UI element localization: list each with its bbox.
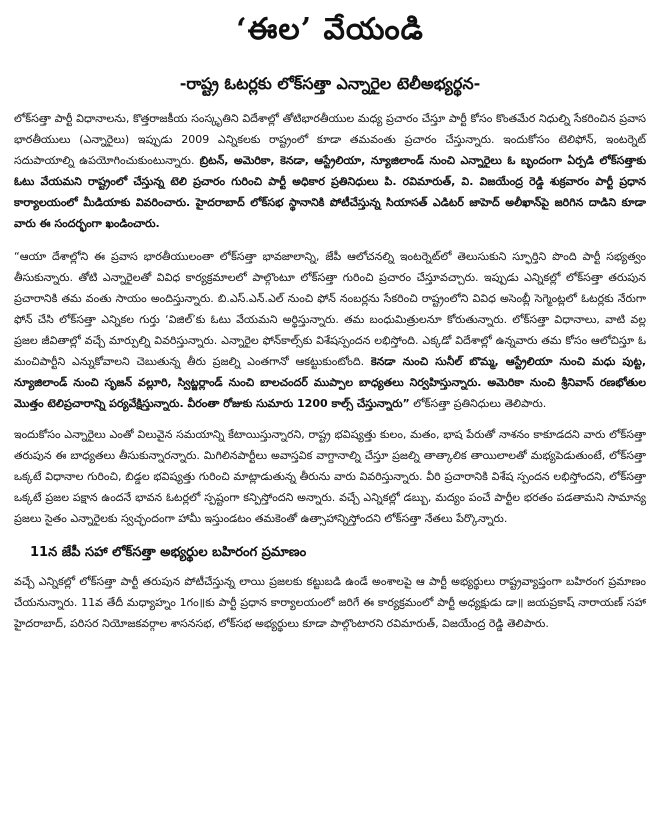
article-paragraph-3: ఇందుకోసం ఎన్నారైలు ఎంతో విలువైన సమయాన్ని కేటాయిస్తున్నారని, రాష్ట్ర భవిష్యత్తు కులం, మతం, భాష పేరుతో నాశనం కాకూడదని వారు లోక్‌సత్తా తరుపున ఈ బాధ్యతలు తీసుకున్నారన్నారు. మిగిలినపార్టీలు అవాస్తవిక వాగ్దానాల్ని చేస్తూ ప్రజల్ని తాత్కాలిక తాయిలాలతో మభ్యపెడుతుంటే, లోక్‌సత్తా ఒక్కటే విధానాల గురించి, బిడ్డల భవిష్యత్తు గురించి మాట్లాడుతున్న తీరును వారు వివరిస్తున్నారు. వీరి ప్రచారానికి విశేష స్పందన లభిస్తోందని, లోక్‌సత్తా ఒక్కటే ప్రజల పక్షాన ఉందనే భావన ఓటర్లలో స్పష్టంగా కన్పిస్తోందని అన్నారు. వచ్చే ఎన్నికల్లో డబ్బు, మద్యం పంచే పార్టీల భరతం పడతామని సామాన్య ప్రజలు సైతం ఎన్నారైలకు స్వచ్ఛందంగా హామీ ఇస్తుండటం తమకెంతో ఉత్సాహాన్నిస్తోందని లోక్‌సత్తా నేతలు పేర్కొన్నారు. bbox=[14, 428, 646, 525]
paragraph-1-text: లోక్‌సత్తా పార్టీ విధానాలను, కొత్తరాజకీయ సంస్కృతిని విదేశాల్లో తోటిభారతీయుల మధ్య ప్రచారం చేస్తూ పార్టీ కోసం కొంతమేర నిధుల్ని సేకరించిన ప్రవాస భారతీయులు (ఎన్నారైలు) ఇప్పుడు 2009 ఎన్నికలకు రాష్ట్రంలో కూడా తమవంతు ప్రచారం చేస్తున్నారు. ఇందుకోసం టెలిఫోన్, ఇంటర్నెట్ సదుపాయాల్ని ఉపయోగించుకుంటున్నారు. bbox=[14, 112, 646, 167]
paragraph-2-text: “ఆయా దేశాల్లోని ఈ ప్రవాస భారతీయులంతా లోక్‌సత్తా భావజాలాన్ని, జేపీ ఆలోచనల్ని ఇంటర్నెట్‌లో తెలుసుకుని స్ఫూర్తిని పొంది పార్టీ సభ్యత్వం తీసుకున్నారు. తోటి ఎన్నారైలతో వివిధ కార్యక్రమాలలో పాల్గొంటూ లోక్‌సత్తా గురించి ప్రచారం చేస్తూవచ్చారు. ఇప్పుడు ఎన్నికల్లో లోక్‌సత్తా తరుపున ప్రచారానికి తమ వంతు సాయం అందిస్తున్నారు. బి.ఎస్.ఎన్.ఎల్ నుంచి ఫోన్ నంబర్లను సేకరించి రాష్ట్రంలోని వివిధ అసెంబ్లీ సెగ్మెంట్లలో ఓటర్లకు నేరుగా ఫోన్ చేసి లోక్‌సత్తా ఎన్నికల గుర్తు ‘విజిల్’కు ఓటు వేయమని అర్థిస్తున్నారు. తమ బంధుమిత్రులనూ కోరుతున్నారు. లోక్‌సత్తా విధానాలు, వాటి వల్ల ప్రజల జీవితాల్లో వచ్చే మార్పుల్ని వివరిస్తున్నారు. ఎన్నారైల ఫోన్‌కాల్స్‌కు విశేషస్పందన లభిస్తోంది. ఎక్కడో విదేశాల్లో ఉన్నవారు తమ కోసం ఆలోచిస్తూ ఓ మంచిపార్టీని ఎన్నుకోవాలని చెబుతున్న తీరు ప్రజల్ని ఎంతగానో ఆకట్టుకుంటోంది. bbox=[14, 250, 646, 368]
article-paragraph-2 bbox=[14, 246, 646, 414]
article-headline: ‘ఈల’ వేయండి bbox=[236, 12, 424, 47]
article-subheadline: -రాష్ట్ర ఓటర్లకు లోక్‌సత్తా ఎన్నారైల టెలీఅభ్యర్థన- bbox=[179, 74, 481, 93]
paragraph-2-bold-text: కెనడా నుంచి సునీల్ బొమ్మ, ఆస్ట్రేలియా నుంచి మధు పుట్ట, న్యూజిలాండ్ నుంచి సృజన్ వల్లూరి, స్విట్జర్లాండ్ నుంచి బాలచందర్ ముప్పాల బాధ్యతలు నిర్వహిస్తున్నారు. అమెరికా నుంచి శ్రీనివాస్ రణభోతుల మొత్తం టెలిప్రచారాన్ని పర్యవేక్షిస్తున్నారు. వీరంతా రోజుకు సుమారు 1200 కాల్స్ చేస్తున్నారు” bbox=[14, 355, 646, 410]
paragraph-1-bold-text: బ్రిటన్, అమెరికా, కెనడా, ఆస్ట్రేలియా, న్యూజిలాండ్ నుంచి ఎన్నారైలు ఓ బృందంగా ఏర్పడి లోక్‌సత్తాకు ఓటు వేయమని రాష్ట్రంలో చేస్తున్న టెలి ప్రచారం గురించి పార్టీ అధికార ప్రతినిధులు పి. రవిమారుత్, వి. విజయేంద్ర రెడ్డి శుక్రవారం పార్టీ ప్రధాన కార్యాలయంలో మీడియాకు వివరించారు. హైదరాబాద్ లోక్‌సభ స్థానానికి పోటీచేస్తున్న సియాసత్ ఎడిటర్ జాహెద్ అలీఖాన్‌పై జరిగిన దాడిని కూడా వారు ఈ సందర్భంగా ఖండించారు. bbox=[14, 154, 646, 230]
article-paragraph-1 bbox=[14, 108, 646, 234]
section-title: 11న జేపీ సహా లోక్‌సత్తా అభ్యర్థుల బహిరంగ ప్రమాణం bbox=[30, 545, 307, 560]
article-paragraph-4: వచ్చే ఎన్నికల్లో లోక్‌సత్తా పార్టీ తరుపున పోటీచేస్తున్న లాయి ప్రజలకు కట్టుబడి ఉండే అంశాలపై ఆ పార్టీ అభ్యర్థులు రాష్ట్రవ్యాప్తంగా బహిరంగ ప్రమాణం చేయనున్నారు. 11వ తేదీ మధ్యాహ్నం 1గం॥కు పార్టీ ప్రధాన కార్యాలయంలో జరిగే ఈ కార్యక్రమంలో పార్టీ అధ్యక్షుడు డా॥ జయప్రకాష్ నారాయణ్ సహా హైదరాబాద్, పరిసర నియోజకవర్గాల శాసనసభ, లోక్‌సభ అభ్యర్థులు కూడా పాల్గొంటారని రవిమారుత్, విజయేంద్ర రెడ్డి తెలిపారు. bbox=[14, 575, 646, 630]
paragraph-2-tail-text: లోక్‌సత్తా ప్రతినిధులు తెలిపారు. bbox=[409, 397, 547, 410]
